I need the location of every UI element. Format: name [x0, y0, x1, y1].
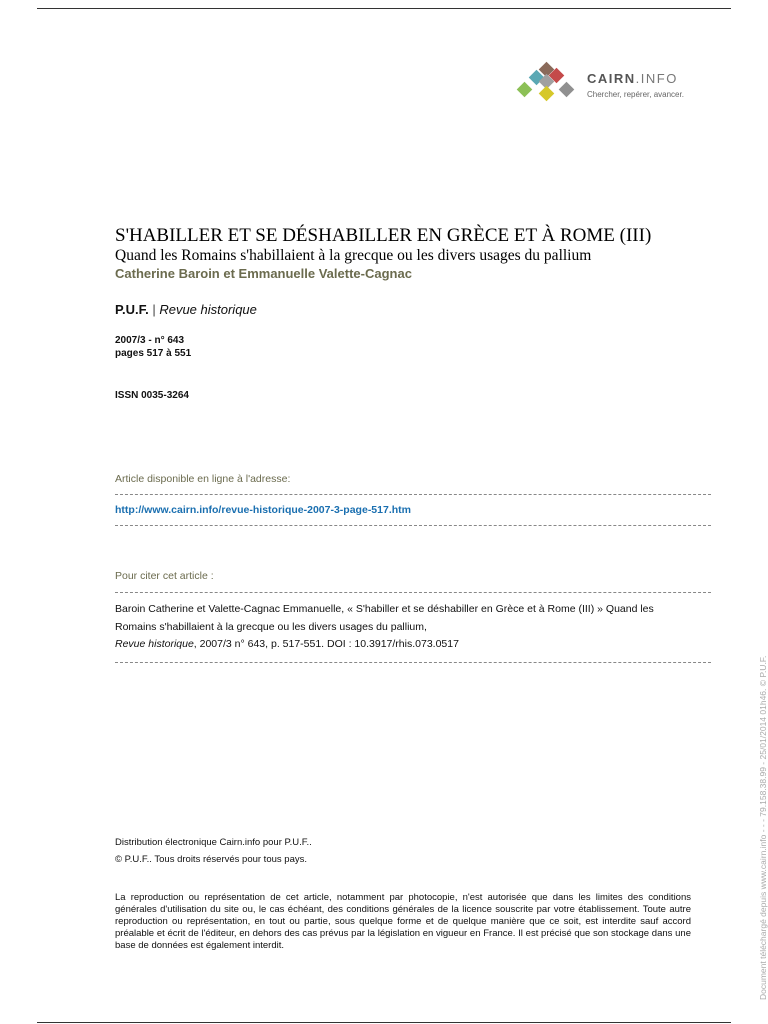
citation-journal: Revue historique	[115, 638, 194, 650]
article-title: S'HABILLER ET SE DÉSHABILLER EN GRÈCE ET À ROME (III)	[115, 225, 652, 246]
issn: ISSN 0035-3264	[115, 390, 189, 401]
logo-square-5	[517, 82, 533, 98]
journal-name: Revue historique	[159, 302, 257, 317]
logo-wordmark	[587, 71, 678, 86]
copyright-line: © P.U.F.. Tous droits réservés pour tous pays.	[115, 854, 307, 865]
online-label: Article disponible en ligne à l'adresse:	[115, 473, 291, 485]
issue-pages: pages 517 à 551	[115, 348, 192, 359]
download-side-note: Document téléchargé depuis www.cairn.info - - - 79.158.38.99 - 25/01/2014 01h46. © P.U.F.	[758, 655, 768, 1000]
logo-square-6	[539, 86, 555, 102]
logo-suffix: .INFO	[635, 71, 678, 86]
legal-notice: La reproduction ou représentation de cet article, notamment par photocopie, n'est autorisée que dans les limites des conditions générales d'utilisation du site ou, le cas échéant, des conditions générales de la licence souscrite par votre établissement. Toute autre reproduction ou représentation, en tout ou partie, sous quelque forme et de quelque manière que ce soit, est interdite sauf accord préalable et écrit de l'éditeur, en dehors des cas prévus par la législation en vigueur en France. Il est précisé que son stockage dans une base de données est également interdit.	[115, 892, 691, 951]
citation-line-2: Romains s'habillaient à la grecque ou les divers usages du pallium,	[115, 621, 427, 633]
publisher: P.U.F.	[115, 302, 149, 317]
citation-line-3	[115, 638, 459, 650]
top-rule	[37, 8, 731, 9]
dashed-divider	[115, 592, 711, 593]
citation-details: , 2007/3 n° 643, p. 517-551. DOI : 10.3917/rhis.073.0517	[193, 638, 459, 650]
dashed-divider	[115, 525, 711, 526]
article-authors: Catherine Baroin et Emmanuelle Valette-Cagnac	[115, 266, 412, 281]
cairn-logo[interactable]	[513, 62, 713, 104]
logo-brand: CAIRN	[587, 71, 636, 86]
dashed-divider	[115, 494, 711, 495]
cite-label: Pour citer cet article :	[115, 570, 214, 582]
issue-number: 2007/3 - n° 643	[115, 335, 185, 346]
journal-separator: |	[148, 302, 160, 317]
article-url-link[interactable]: http://www.cairn.info/revue-historique-2007-3-page-517.htm	[115, 504, 411, 516]
article-subtitle: Quand les Romains s'habillaient à la grecque ou les divers usages du pallium	[115, 247, 592, 264]
citation-line-1: Baroin Catherine et Valette-Cagnac Emmanuelle, « S'habiller et se déshabiller en Grèce et à Rome (III) » Quand les	[115, 603, 654, 615]
bottom-rule	[37, 1022, 731, 1023]
logo-square-7	[559, 82, 575, 98]
dashed-divider	[115, 662, 711, 663]
distribution-line: Distribution électronique Cairn.info pour P.U.F..	[115, 837, 312, 848]
journal-line	[115, 302, 257, 317]
logo-tagline: Chercher, repérer, avancer.	[587, 90, 684, 99]
